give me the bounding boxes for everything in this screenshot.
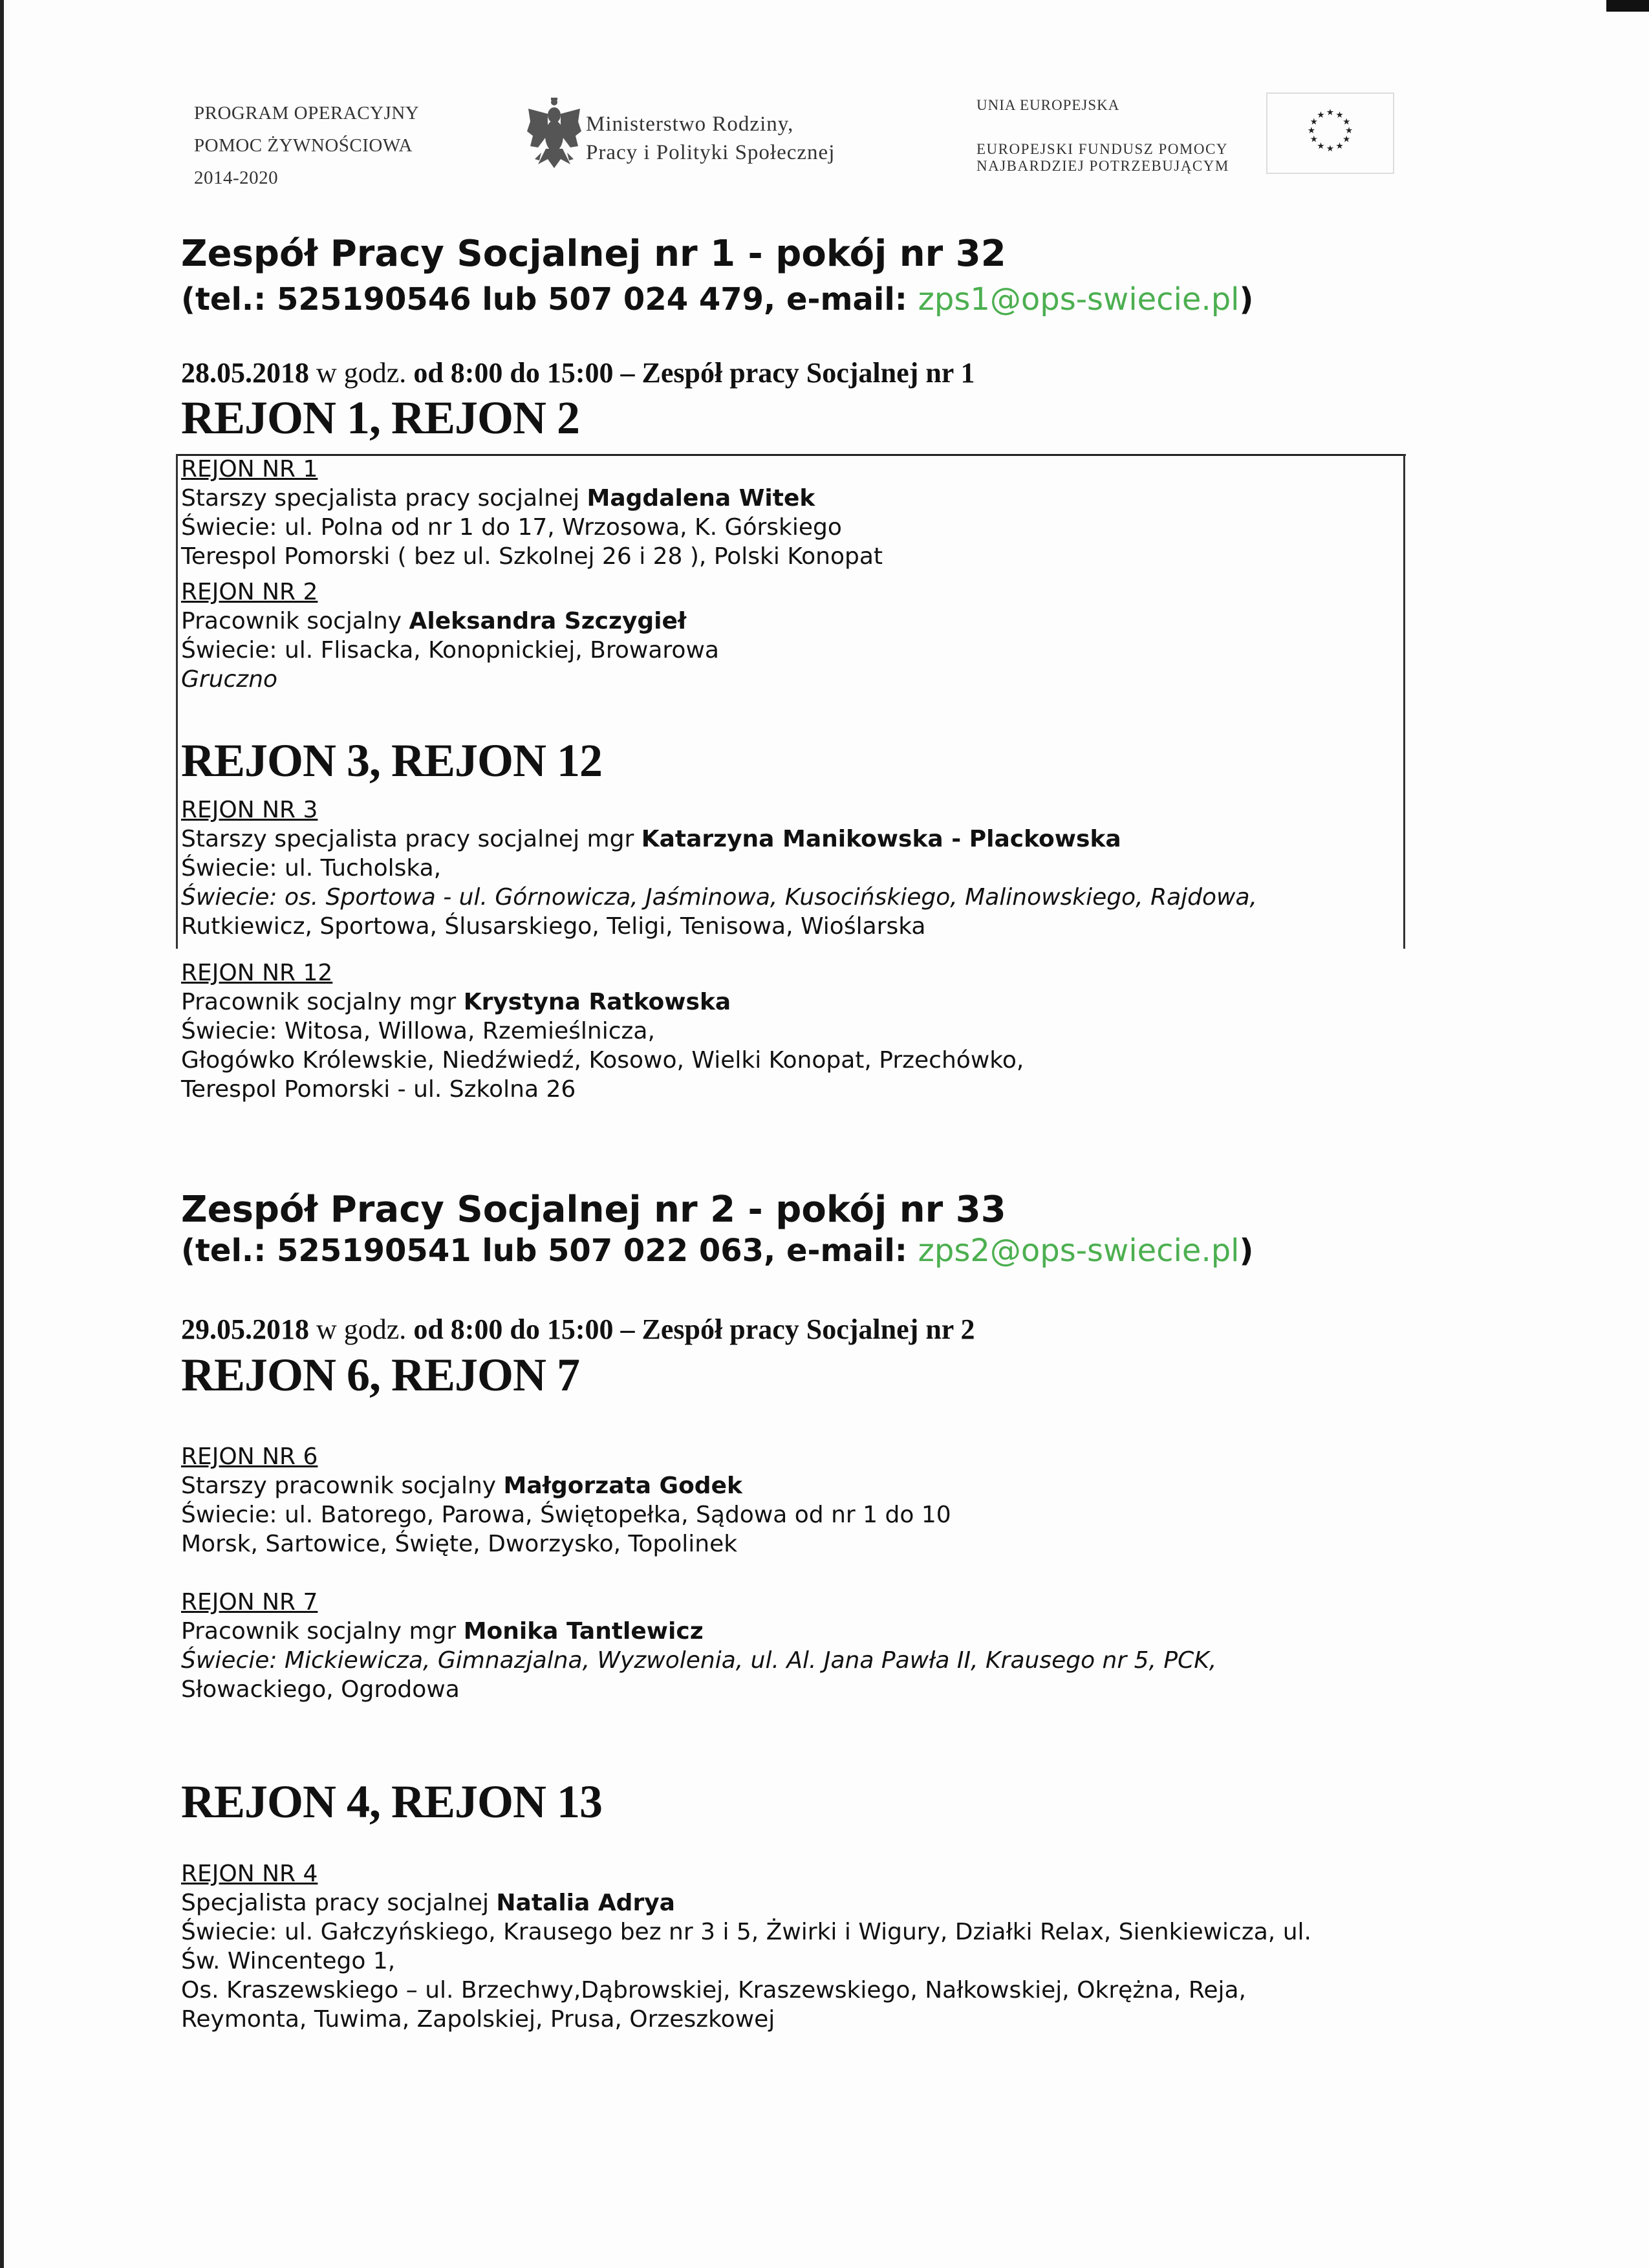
team1-phone: (tel.: 525190546 lub 507 024 479, e-mail: [181, 281, 918, 318]
svg-text:★: ★ [1317, 141, 1325, 152]
team1-email-link[interactable]: zps1@ops-swiecie.pl [918, 281, 1240, 318]
region-streets: Głogówko Królewskie, Niedźwiedź, Kosowo, Wielki Konopat, Przechówko, [181, 1047, 1024, 1074]
worker-role: Specjalista pracy socjalnej [181, 1890, 497, 1916]
svg-text:★: ★ [1335, 141, 1344, 152]
region-worker [181, 1471, 951, 1500]
program-line: POMOC ŻYWNOŚCIOWA [194, 135, 413, 156]
region-streets: Terespol Pomorski - ul. Szkolna 26 [181, 1076, 576, 1103]
eu-title: UNIA EUROPEJSKA [976, 97, 1120, 113]
team1-contact-close: ) [1239, 281, 1254, 318]
worker-name: Krystyna Ratkowska [463, 989, 731, 1015]
region-block-1 [181, 455, 883, 571]
team1-schedule [181, 356, 975, 389]
region-streets: Słowackiego, Ogrodowa [181, 1676, 460, 1703]
region-streets: Os. Kraszewskiego – ul. Brzechwy,Dąbrowskiej, Kraszewskiego, Nałkowskiej, Okrężna, Reja, [181, 1977, 1246, 2003]
region-label: REJON NR 7 [181, 1589, 318, 1615]
scan-edge [0, 0, 4, 2268]
ministry-name [586, 110, 835, 167]
group-heading-rejon-3-12: REJON 3, REJON 12 [181, 735, 603, 786]
region-streets: Reymonta, Tuwima, Zapolskiej, Prusa, Orzeszkowej [181, 2006, 775, 2033]
eu-fund-line: NAJBARDZIEJ POTRZEBUJĄCYM [976, 158, 1229, 174]
region-worker [181, 484, 883, 513]
team2-date-mid: w godz. [309, 1313, 414, 1345]
region-streets: Świecie: ul. Polna od nr 1 do 17, Wrzosowa, K. Górskiego [181, 514, 842, 541]
worker-role: Starszy specjalista pracy socjalnej [181, 485, 587, 512]
team2-email-link[interactable]: zps2@ops-swiecie.pl [918, 1233, 1240, 1269]
region-block-7 [181, 1588, 1216, 1704]
team2-hours: od 8:00 do 15:00 – Zespół pracy Socjalnej nr 2 [413, 1313, 975, 1345]
region-streets: Świecie: ul. Tucholska, [181, 855, 442, 881]
eu-flag-icon [1266, 92, 1394, 174]
region-worker [181, 988, 1024, 1017]
team2-schedule [181, 1313, 975, 1346]
team1-date-mid: w godz. [309, 357, 414, 389]
region-block-12 [181, 958, 1024, 1104]
box-border-left [176, 454, 178, 949]
region-streets: Terespol Pomorski ( bez ul. Szkolnej 26 i 28 ), Polski Konopat [181, 543, 883, 570]
team2-contact-close: ) [1239, 1233, 1254, 1269]
scan-mark [1606, 0, 1649, 12]
region-worker [181, 607, 719, 636]
region-worker [181, 1617, 1216, 1646]
worker-role: Pracownik socjalny mgr [181, 1618, 464, 1645]
region-streets: Rutkiewicz, Sportowa, Ślusarskiego, Teligi, Tenisowa, Wioślarska [181, 913, 926, 940]
worker-name: Katarzyna Manikowska - Plackowska [641, 826, 1121, 852]
svg-text:★: ★ [1326, 144, 1335, 155]
svg-text:★: ★ [1326, 107, 1335, 118]
region-streets: Świecie: ul. Flisacka, Konopnickiej, Browarowa [181, 637, 719, 664]
region-streets: Morsk, Sartowice, Święte, Dworzysko, Topolinek [181, 1531, 738, 1557]
worker-name: Aleksandra Szczygieł [409, 608, 687, 634]
worker-name: Małgorzata Godek [503, 1473, 742, 1499]
group-heading-rejon-1-2: REJON 1, REJON 2 [181, 392, 580, 444]
svg-text:★: ★ [1317, 109, 1325, 120]
team2-phone: (tel.: 525190541 lub 507 022 063, e-mail: [181, 1233, 918, 1269]
eu-fund-line: EUROPEJSKI FUNDUSZ POMOCY [976, 141, 1228, 157]
ministry-line: Pracy i Polityki Społecznej [586, 141, 835, 164]
svg-text:★: ★ [1342, 116, 1351, 127]
group-heading-rejon-6-7: REJON 6, REJON 7 [181, 1349, 580, 1401]
group-heading-rejon-4-13: REJON 4, REJON 13 [181, 1776, 603, 1828]
worker-role: Pracownik socjalny mgr [181, 989, 464, 1015]
svg-text:★: ★ [1307, 125, 1316, 136]
region-block-3 [181, 795, 1257, 941]
region-label: REJON NR 3 [181, 797, 318, 823]
region-block-4 [181, 1859, 1311, 2034]
ministry-line: Ministerstwo Rodziny, [586, 113, 794, 136]
region-streets: Gruczno [181, 666, 278, 693]
svg-text:★: ★ [1335, 109, 1344, 120]
program-logo-text [194, 97, 419, 194]
eu-fund-name [976, 141, 1229, 175]
region-streets: Świecie: Witosa, Willowa, Rzemieślnicza, [181, 1018, 655, 1044]
region-streets: Świecie: ul. Batorego, Parowa, Świętopełka, Sądowa od nr 1 do 10 [181, 1502, 951, 1528]
team1-date: 28.05.2018 [181, 357, 309, 389]
region-worker [181, 825, 1257, 854]
svg-text:★: ★ [1342, 134, 1351, 145]
team1-hours: od 8:00 do 15:00 – Zespół pracy Socjalnej nr 1 [413, 357, 975, 389]
team1-contact [181, 281, 1253, 318]
region-block-6 [181, 1442, 951, 1559]
region-worker [181, 1888, 1311, 1917]
worker-name: Monika Tantlewicz [463, 1618, 704, 1645]
region-streets: Świecie: os. Sportowa - ul. Górnowicza, Jaśminowa, Kusocińskiego, Malinowskiego, Rajdowa, [181, 884, 1257, 911]
region-label: REJON NR 1 [181, 456, 318, 482]
region-block-2 [181, 578, 719, 694]
region-label: REJON NR 4 [181, 1861, 318, 1887]
region-streets: Św. Wincentego 1, [181, 1948, 396, 1974]
team2-date: 29.05.2018 [181, 1313, 309, 1345]
program-line: PROGRAM OPERACYJNY [194, 103, 420, 124]
program-line: 2014-2020 [194, 167, 279, 188]
region-label: REJON NR 6 [181, 1443, 318, 1470]
worker-name: Magdalena Witek [587, 485, 815, 512]
worker-name: Natalia Adrya [496, 1890, 675, 1916]
team1-title: Zespół Pracy Socjalnej nr 1 - pokój nr 32 [181, 233, 1006, 275]
region-streets: Świecie: Mickiewicza, Gimnazjalna, Wyzwolenia, ul. Al. Jana Pawła II, Krausego nr 5, PCK, [181, 1647, 1217, 1674]
team2-title: Zespół Pracy Socjalnej nr 2 - pokój nr 33 [181, 1189, 1006, 1231]
svg-text:★: ★ [1344, 125, 1353, 136]
region-label: REJON NR 2 [181, 579, 318, 605]
polish-eagle-icon [525, 96, 583, 171]
worker-role: Starszy specjalista pracy socjalnej mgr [181, 826, 641, 852]
region-streets: Świecie: ul. Gałczyńskiego, Krausego bez nr 3 i 5, Żwirki i Wigury, Działki Relax, Sienkiewicza, ul. [181, 1919, 1311, 1945]
team2-contact [181, 1233, 1253, 1269]
box-border-right [1403, 454, 1405, 949]
svg-text:★: ★ [1310, 134, 1318, 145]
worker-role: Starszy pracownik socjalny [181, 1473, 504, 1499]
svg-text:★: ★ [1310, 116, 1318, 127]
region-label: REJON NR 12 [181, 960, 333, 986]
worker-role: Pracownik socjalny [181, 608, 409, 634]
